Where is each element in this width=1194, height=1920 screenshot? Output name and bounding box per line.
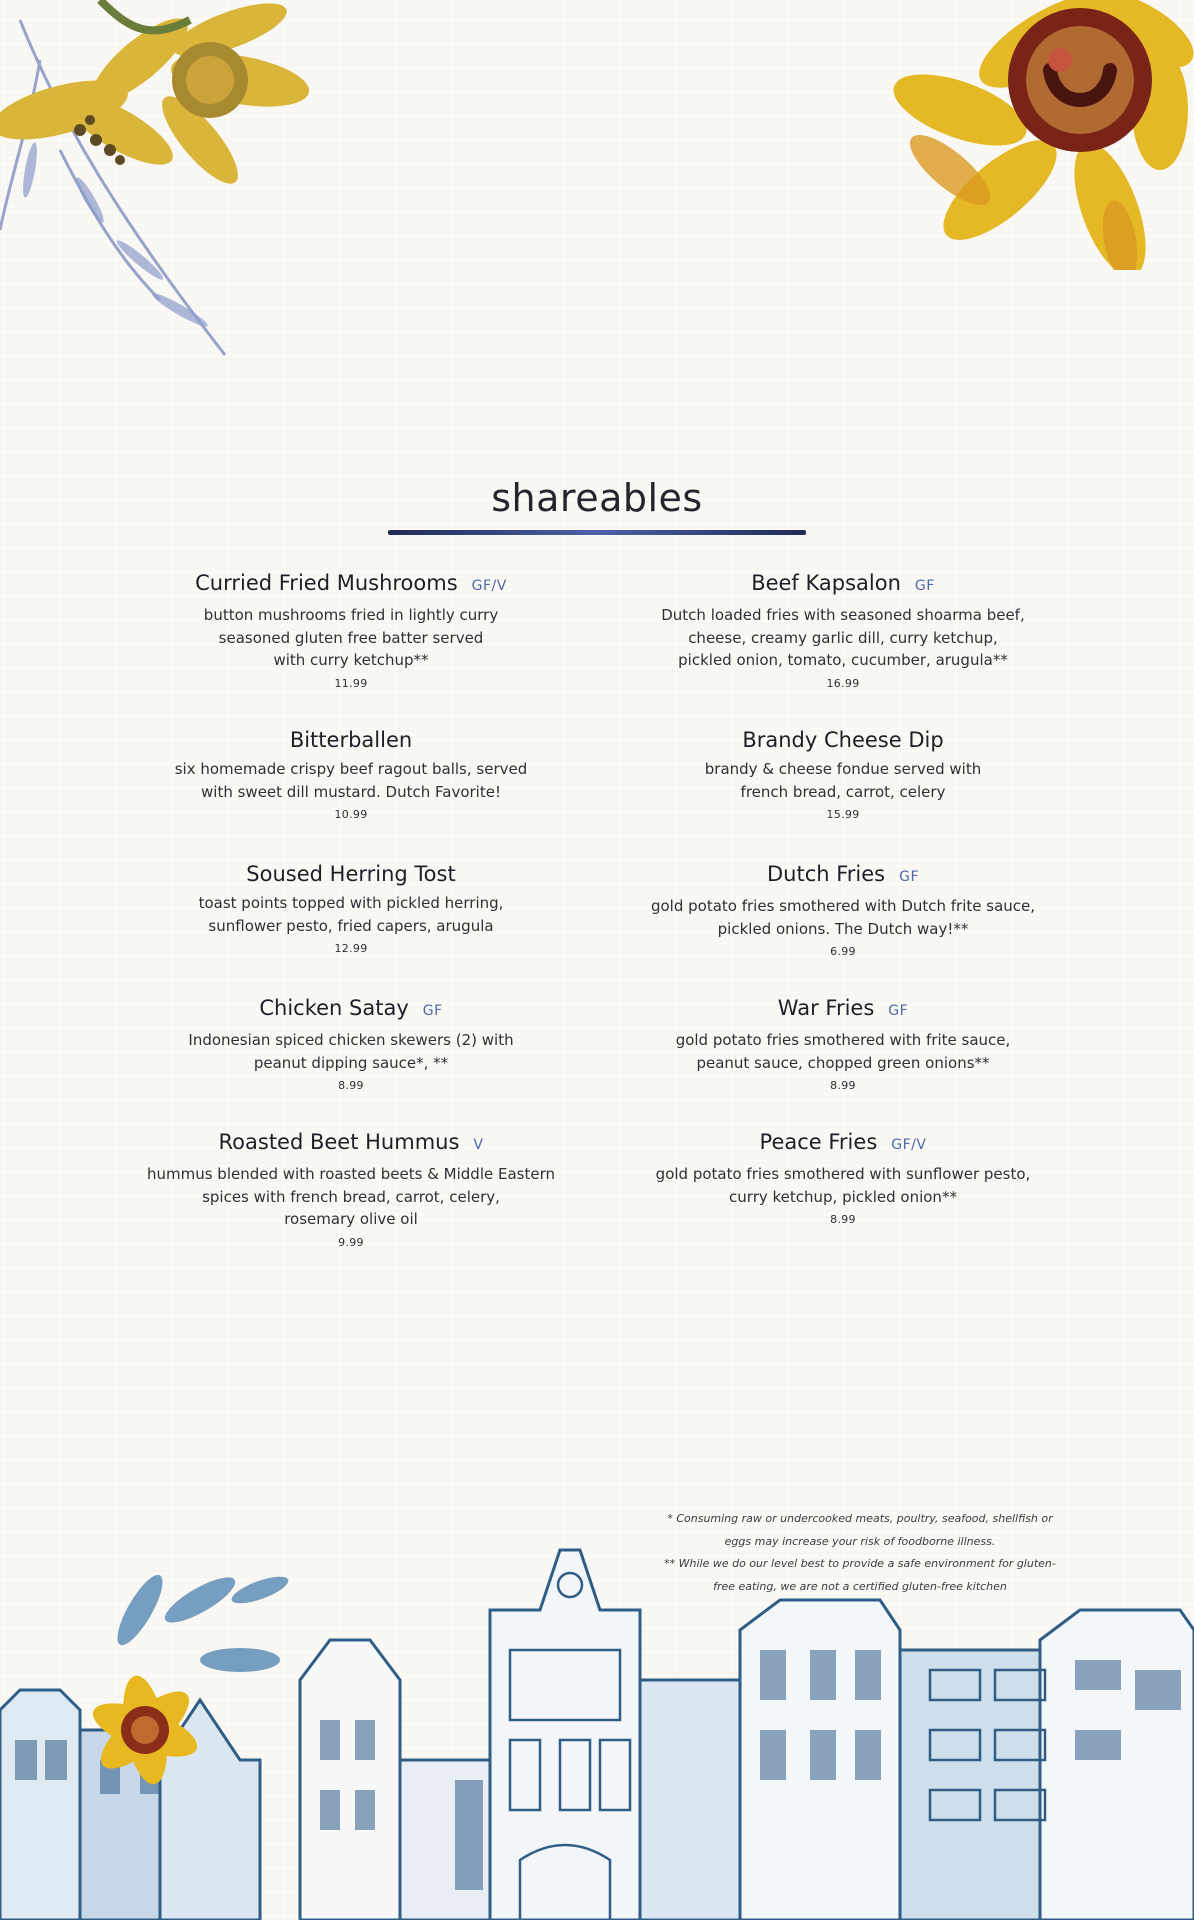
item-name: War Fries	[777, 996, 875, 1020]
item-description-line: button mushrooms fried in lightly curry	[203, 606, 499, 624]
item-description-line: peanut sauce, chopped green onions**	[696, 1053, 990, 1072]
item-diet-tag: GF	[899, 869, 920, 885]
item-description-line: with curry ketchup**	[273, 651, 429, 669]
sunflower-top-right-icon	[890, 0, 1194, 270]
item-diet-tag: GF	[422, 1003, 443, 1019]
item-description-line: toast points topped with pickled herring,	[198, 894, 504, 912]
footnote-line: * Consuming raw or undercooked meats, poultry, seafood, shellfish or	[667, 1512, 1053, 1525]
item-diet-tag: GF/V	[891, 1137, 927, 1153]
footnote-line: ** While we do our level best to provide a safe environment for gluten-	[664, 1557, 1056, 1570]
item-description-line: cheese, creamy garlic dill, curry ketchup,	[688, 628, 998, 647]
item-description-line: Indonesian spiced chicken skewers (2) with	[188, 1031, 514, 1049]
item-price: 8.99	[830, 1213, 856, 1226]
menu-item	[116, 570, 586, 690]
menu-item	[608, 995, 1078, 1092]
item-description	[608, 758, 1078, 803]
item-price: 8.99	[338, 1079, 364, 1092]
item-description-line: spices with french bread, carrot, celery,	[202, 1187, 500, 1206]
section-title: shareables	[491, 476, 703, 520]
item-name: Brandy Cheese Dip	[742, 728, 944, 752]
item-name: Soused Herring Tost	[246, 862, 456, 886]
menu-item	[608, 861, 1078, 958]
item-description-line: pickled onion, tomato, cucumber, arugula**	[678, 651, 1008, 669]
footnote-line: free eating, we are not a certified gluten-free kitchen	[713, 1579, 1007, 1593]
item-description-line: six homemade crispy beef ragout balls, served	[174, 760, 528, 778]
item-description-line: gold potato fries smothered with Dutch frite sauce,	[650, 897, 1036, 915]
item-name: Curried Fried Mushrooms	[195, 571, 458, 595]
footnote-line: eggs may increase your risk of foodborne illness.	[724, 1534, 996, 1548]
item-description	[608, 1029, 1078, 1074]
section-header	[0, 476, 1194, 520]
item-description-line: curry ketchup, pickled onion**	[729, 1187, 957, 1206]
item-description-line: Dutch loaded fries with seasoned shoarma beef,	[661, 606, 1025, 624]
item-name: Roasted Beet Hummus	[218, 1130, 460, 1154]
item-name: Dutch Fries	[766, 862, 886, 886]
item-price: 8.99	[830, 1079, 856, 1092]
item-price: 12.99	[334, 942, 368, 955]
canal-houses-illustration-icon	[0, 1530, 1194, 1920]
menu-item	[608, 1129, 1078, 1226]
item-description-line: brandy & cheese fondue served with	[704, 760, 982, 778]
item-diet-tag: GF/V	[471, 578, 507, 594]
item-price: 15.99	[826, 808, 860, 821]
item-description	[608, 604, 1078, 672]
menu-item	[116, 861, 586, 955]
item-description-line: gold potato fries smothered with frite sauce,	[675, 1031, 1011, 1049]
item-description	[116, 1029, 586, 1074]
menu-item	[116, 995, 586, 1092]
item-description	[116, 604, 586, 672]
item-diet-tag: GF	[888, 1003, 909, 1019]
item-price: 6.99	[830, 945, 856, 958]
item-diet-tag: GF	[914, 578, 935, 594]
item-price: 9.99	[338, 1235, 364, 1249]
item-description-line: seasoned gluten free batter served	[218, 628, 484, 647]
item-description-line: hummus blended with roasted beets & Middle Eastern	[146, 1165, 556, 1183]
item-diet-tag: V	[473, 1137, 484, 1153]
item-description	[116, 1163, 586, 1231]
item-description	[608, 1163, 1078, 1208]
item-description	[116, 892, 586, 937]
item-name: Bitterballen	[289, 728, 413, 752]
item-description-line: gold potato fries smothered with sunflower pesto,	[655, 1165, 1031, 1183]
item-name: Peace Fries	[759, 1130, 878, 1154]
menu-item	[116, 727, 586, 821]
item-description-line: peanut dipping sauce*, **	[253, 1053, 449, 1072]
sunflower-branch-top-left-icon	[0, 0, 330, 370]
menu-item	[116, 1129, 586, 1249]
item-price: 11.99	[334, 676, 368, 690]
item-description-line: pickled onions. The Dutch way!**	[717, 919, 969, 938]
menu-item	[608, 570, 1078, 690]
item-description-line: french bread, carrot, celery	[740, 782, 946, 801]
title-underline	[388, 530, 806, 535]
item-price: 10.99	[334, 808, 368, 821]
item-price: 16.99	[826, 676, 860, 690]
item-name: Beef Kapsalon	[751, 571, 901, 595]
item-description	[116, 758, 586, 803]
item-description	[608, 895, 1078, 940]
item-description-line: rosemary olive oil	[284, 1210, 418, 1228]
item-description-line: sunflower pesto, fried capers, arugula	[208, 916, 494, 935]
item-description-line: with sweet dill mustard. Dutch Favorite!	[201, 782, 501, 801]
item-name: Chicken Satay	[259, 996, 409, 1020]
menu-item	[608, 727, 1078, 821]
